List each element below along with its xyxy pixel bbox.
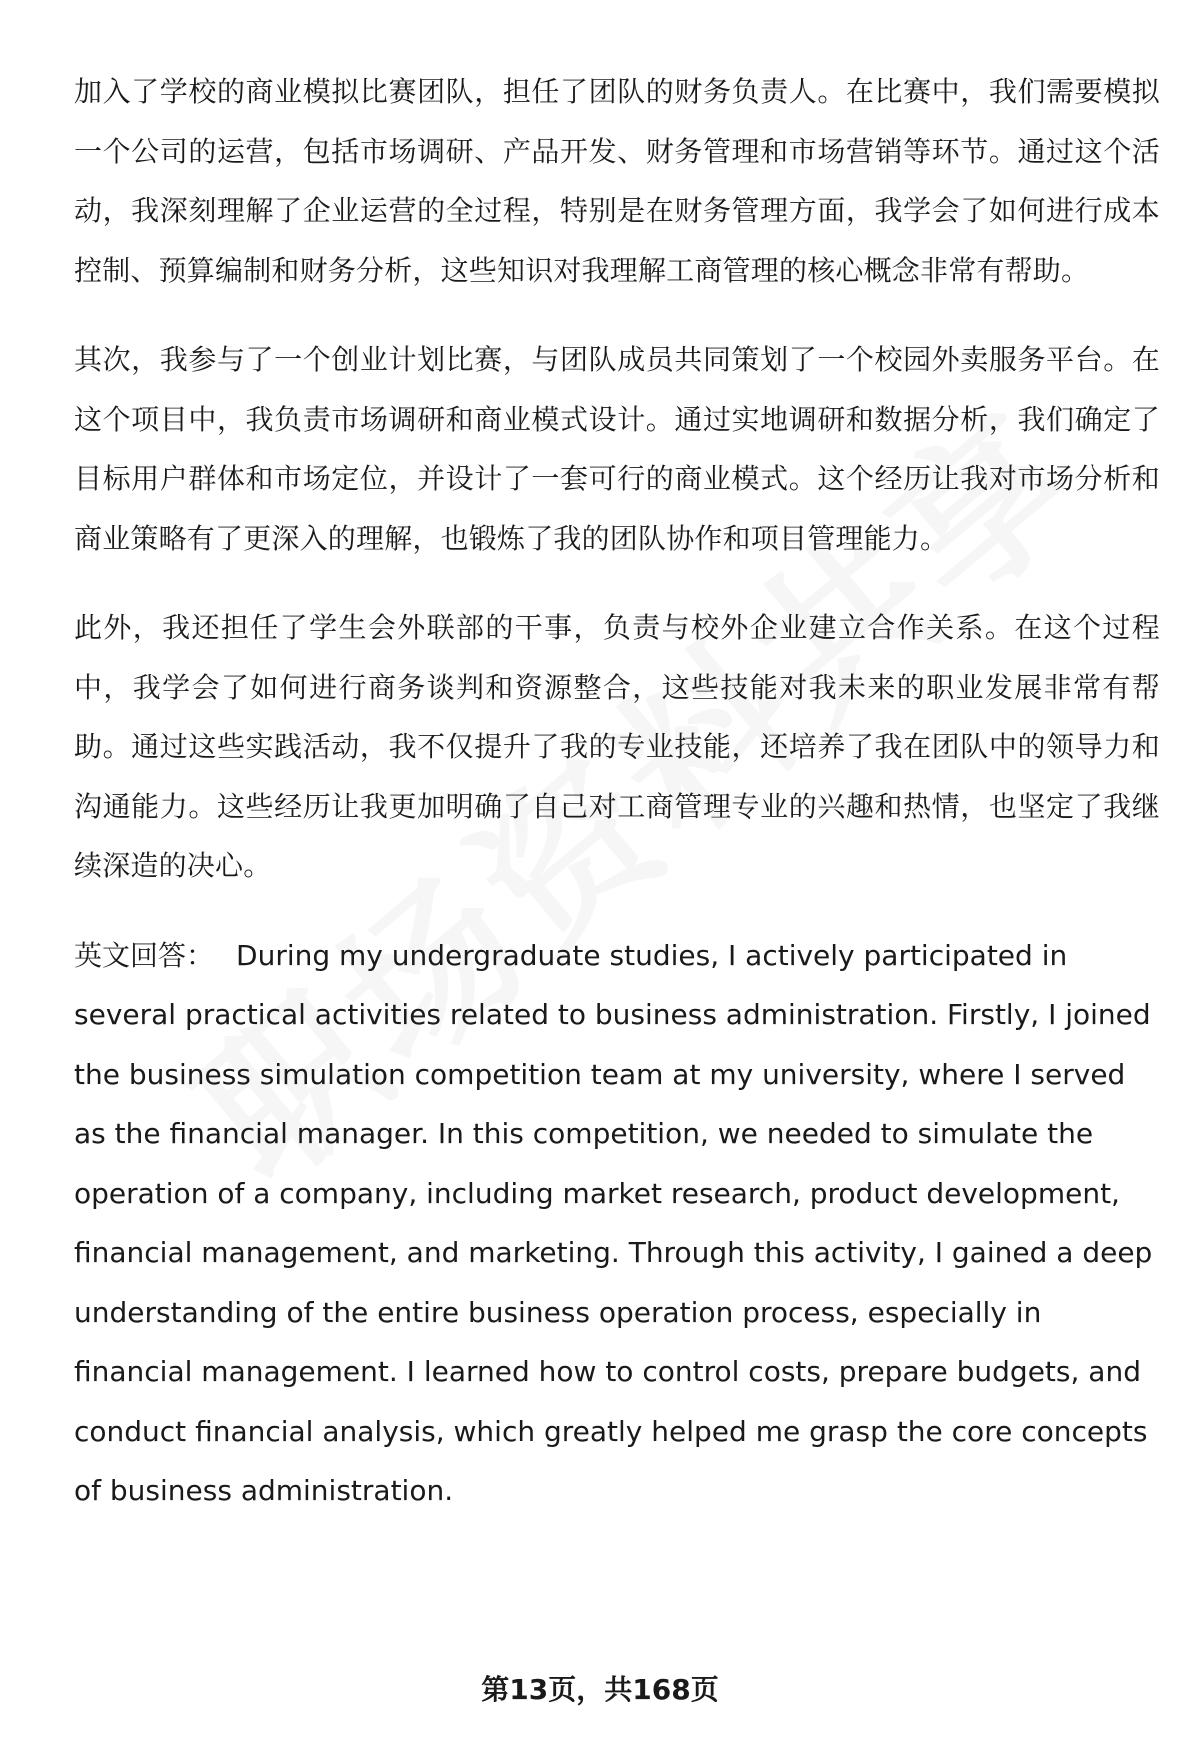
english-answer-label: 英文回答：: [74, 938, 215, 972]
paragraph-startup-competition: 其次，我参与了一个创业计划比赛，与团队成员共同策划了一个校园外卖服务平台。在这个项目中，我负责市场调研和商业模式设计。通过实地调研和数据分析，我们确定了目标用户群体和市场定位，并设计了一套可行的商业模式。这个经历让我对市场分析和商业策略有了更深入的理解，也锻炼了我的团队协作和项目管理能力。: [74, 343, 1160, 555]
english-answer-text: During my undergraduate studies, I actively participated in several practical activities related to business administration. Firstly, I joined the business simulation competition team at my university, where I served as the financial manager. In this competition, we needed to simulate the operation of a company, including market research, product development, financial management, and marketing. Through this activity, I gained a deep understanding of the entire business operation process, especially in financial management. I learned how to control costs, prepare budgets, and conduct financial analysis, which greatly helped me grasp the core concepts of business administration.: [74, 938, 1153, 1507]
paragraph-student-union: 此外，我还担任了学生会外联部的干事，负责与校外企业建立合作关系。在这个过程中，我学会了如何进行商务谈判和资源整合，这些技能对我未来的职业发展非常有帮助。通过这些实践活动，我不仅提升了我的专业技能，还培养了我在团队中的领导力和沟通能力。这些经历让我更加明确了自己对工商管理专业的兴趣和热情，也坚定了我继续深造的决心。: [74, 611, 1160, 882]
paragraph-english-answer: [74, 926, 1160, 1521]
paragraph-business-simulation: 加入了学校的商业模拟比赛团队，担任了团队的财务负责人。在比赛中，我们需要模拟一个公司的运营，包括市场调研、产品开发、财务管理和市场营销等环节。通过这个活动，我深刻理解了企业运营的全过程，特别是在财务管理方面，我学会了如何进行成本控制、预算编制和财务分析，这些知识对我理解工商管理的核心概念非常有帮助。: [74, 75, 1160, 287]
document-body: [74, 62, 1160, 1551]
page-number: 第13页，共168页: [481, 1673, 719, 1706]
